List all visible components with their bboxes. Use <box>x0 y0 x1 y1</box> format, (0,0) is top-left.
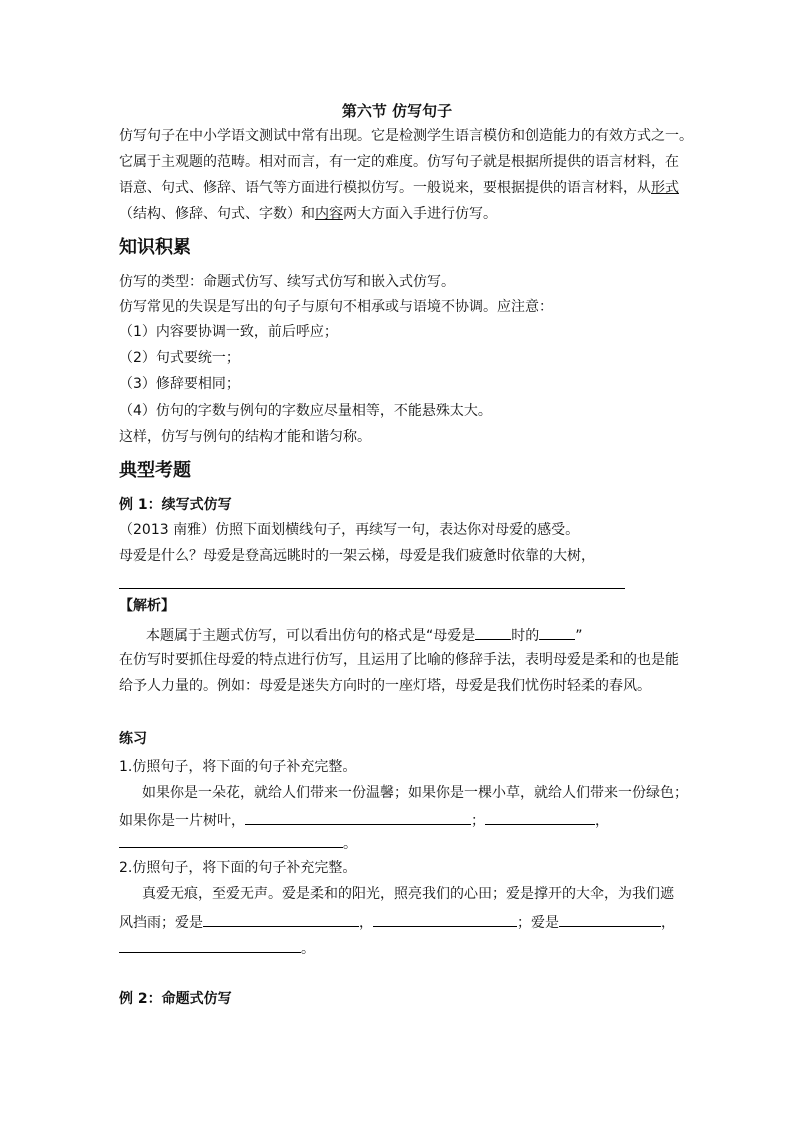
knowledge-line: （2）句式要统一； <box>119 350 240 366</box>
practice-heading: 练习 <box>119 731 147 747</box>
practice-question-2: 2.仿照句子，将下面的句子补充完整。 <box>119 860 357 876</box>
example-1-question: （2013 南雅）仿照下面划横线句子，再续写一句，表达你对母爱的感受。 <box>119 522 580 538</box>
underlined-term: 内容 <box>315 206 343 222</box>
knowledge-line: 仿写的类型：命题式仿写、续写式仿写和嵌入式仿写。 <box>119 274 455 290</box>
punctuation: ， <box>595 813 609 829</box>
example-1-title: 例 1：续写式仿写 <box>119 497 232 513</box>
practice-text: 风挡雨；爱是 <box>119 915 203 931</box>
punctuation: 。 <box>343 836 357 852</box>
intro-line <box>119 178 679 198</box>
fill-blank <box>539 624 575 640</box>
analysis-label: 【解析】 <box>119 598 175 614</box>
example-2-title: 例 2：命题式仿写 <box>119 991 232 1007</box>
practice-1-line <box>119 832 357 854</box>
practice-2-line: 真爱无痕，至爱无声。爱是柔和的阳光，照亮我们的心田；爱是撑开的大伞，为我们遮 <box>142 886 674 902</box>
punctuation: ， <box>359 915 373 931</box>
intro-line: 仿写句子在中小学语文测试中常有出现。它是检测学生语言模仿和创造能力的有效方式之一。 <box>119 128 693 144</box>
punctuation: ， <box>661 915 675 931</box>
knowledge-line: （1）内容要协调一致，前后呼应； <box>119 324 338 340</box>
analysis-line: 给予人力量的。例如：母爱是迷失方向时的一座灯塔，母爱是我们忧伤时轻柔的春风。 <box>119 678 651 694</box>
knowledge-line: 这样，仿写与例句的结构才能和谐匀称。 <box>119 429 371 445</box>
punctuation: 。 <box>301 941 315 957</box>
punctuation: ； <box>471 813 485 829</box>
example-1-sentence: 母爱是什么？母爱是登高远眺时的一架云梯，母爱是我们疲惫时依靠的大树， <box>119 548 595 564</box>
practice-1-line <box>119 809 609 831</box>
answer-blank[interactable] <box>373 911 517 927</box>
intro-text: 两大方面入手进行仿写。 <box>343 206 497 222</box>
analysis-line <box>146 624 583 646</box>
answer-blank[interactable] <box>559 911 661 927</box>
analysis-line: 在仿写时要抓住母爱的特点进行仿写，且运用了比喻的修辞手法，表明母爱是柔和的也是能 <box>119 652 679 668</box>
practice-text: 如果你是一片树叶， <box>119 813 245 829</box>
underlined-term: 形式 <box>651 180 679 196</box>
intro-text: 语意、句式、修辞、语气等方面进行模拟仿写。一般说来，要根据提供的语言材料，从 <box>119 180 651 196</box>
analysis-text: ” <box>575 628 583 644</box>
page-title: 第六节 仿写句子 <box>341 102 453 120</box>
practice-question-1: 1.仿照句子，将下面的句子补充完整。 <box>119 759 357 775</box>
analysis-text: 本题属于主题式仿写，可以看出仿句的格式是“母爱是 <box>146 628 476 644</box>
knowledge-line: （4）仿句的字数与例句的字数应尽量相等，不能悬殊太大。 <box>119 403 492 419</box>
answer-blank[interactable] <box>119 832 343 848</box>
practice-1-line: 如果你是一朵花，就给人们带来一份温馨；如果你是一棵小草，就给人们带来一份绿色； <box>142 785 688 801</box>
section-heading-knowledge: 知识积累 <box>119 237 191 258</box>
section-heading-typical: 典型考题 <box>119 460 191 481</box>
intro-line: 它属于主观题的范畴。相对而言，有一定的难度。仿写句子就是根据所提供的语言材料，在 <box>119 154 679 170</box>
intro-line <box>119 204 497 224</box>
answer-blank[interactable] <box>245 809 471 825</box>
practice-text: ；爱是 <box>517 915 559 931</box>
answer-line[interactable] <box>119 588 625 589</box>
knowledge-line: 仿写常见的失误是写出的句子与原句不相承或与语境不协调。应注意： <box>119 299 553 315</box>
answer-blank[interactable] <box>485 809 595 825</box>
intro-text: （结构、修辞、句式、字数）和 <box>119 206 315 222</box>
analysis-text: 时的 <box>511 628 540 644</box>
answer-blank[interactable] <box>203 911 359 927</box>
fill-blank <box>475 624 511 640</box>
knowledge-line: （3）修辞要相同； <box>119 376 240 392</box>
practice-2-line <box>119 937 315 959</box>
answer-blank[interactable] <box>119 937 301 953</box>
practice-2-line <box>119 911 675 933</box>
